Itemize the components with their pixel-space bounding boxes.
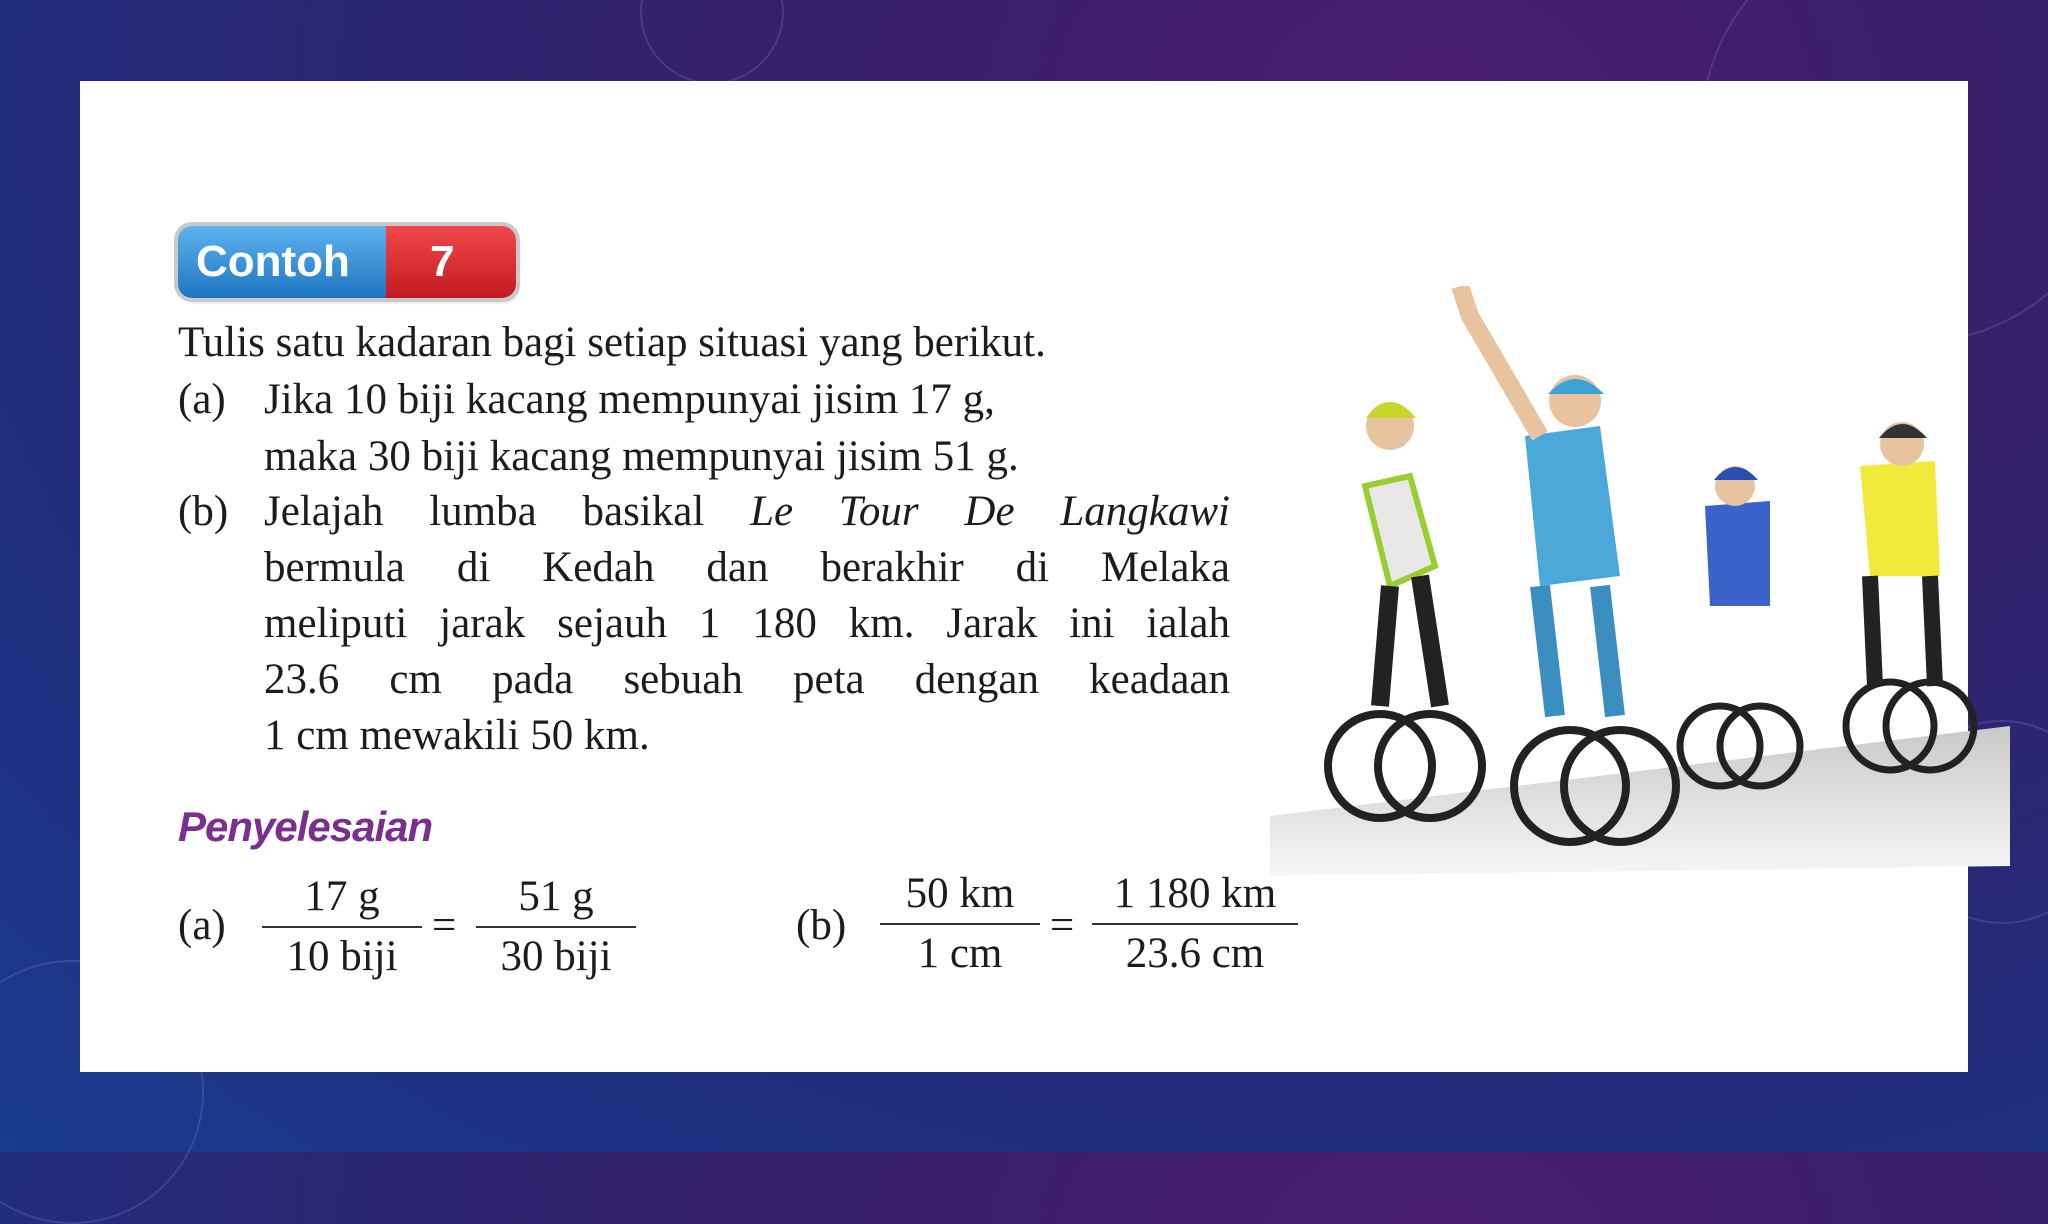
fraction-bar [476,926,636,928]
background-circle [640,0,784,84]
equals-sign: = [1050,902,1075,949]
item-b-line-4: 23.6 cm pada sebuah peta dengan keadaan [264,656,1230,703]
item-b-line-1 [264,484,1230,540]
cyclist-4 [1846,422,1974,770]
fraction-numerator: 1 180 km [1113,870,1277,917]
item-b-label: (b) [178,488,229,535]
solution-b-label: (b) [796,902,847,949]
solution-a-label: (a) [178,902,226,949]
fraction-a-left [262,871,422,983]
solution-title: Penyelesaian [178,803,433,850]
fraction-denominator: 1 cm [917,930,1003,977]
item-b-line-5: 1 cm mewakili 50 km. [264,712,650,759]
fraction-b-left [880,868,1040,980]
cyclist-2 [1460,286,1676,842]
item-a-label: (a) [178,376,226,423]
race-name: Le Tour De Langkawi [750,488,1230,535]
fraction-denominator: 30 biji [500,933,612,980]
item-b-line-1-text: Jelajah lumba basikal [264,488,705,535]
badge-number: 7 [386,226,516,298]
cyclist-3 [1680,466,1800,786]
fraction-numerator: 50 km [905,870,1015,917]
fraction-denominator: 23.6 cm [1125,930,1265,977]
example-badge [178,226,516,298]
item-b-line-3: meliputi jarak sejauh 1 180 km. Jarak ini ialah [264,600,1230,647]
fraction-bar [1092,923,1298,925]
fraction-numerator: 51 g [518,873,594,920]
item-b-line-2: bermula di Kedah dan berakhir di Melaka [264,544,1230,591]
item-a-line-2: maka 30 biji kacang mempunyai jisim 51 g. [264,433,1019,480]
fraction-bar [880,923,1040,925]
item-a-line-1: Jika 10 biji kacang mempunyai jisim 17 g, [264,376,995,423]
question-intro: Tulis satu kadaran bagi setiap situasi yang berikut. [178,319,1046,366]
cyclists-illustration [1270,286,2010,886]
slide-card [80,81,1968,1072]
cyclist-1 [1328,402,1482,818]
badge-word: Contoh [178,226,386,298]
fraction-bar [262,926,422,928]
equals-sign: = [432,902,457,949]
fraction-a-right [476,871,636,983]
fraction-numerator: 17 g [304,873,380,920]
fraction-denominator: 10 biji [286,933,398,980]
fraction-b-right [1092,868,1298,980]
